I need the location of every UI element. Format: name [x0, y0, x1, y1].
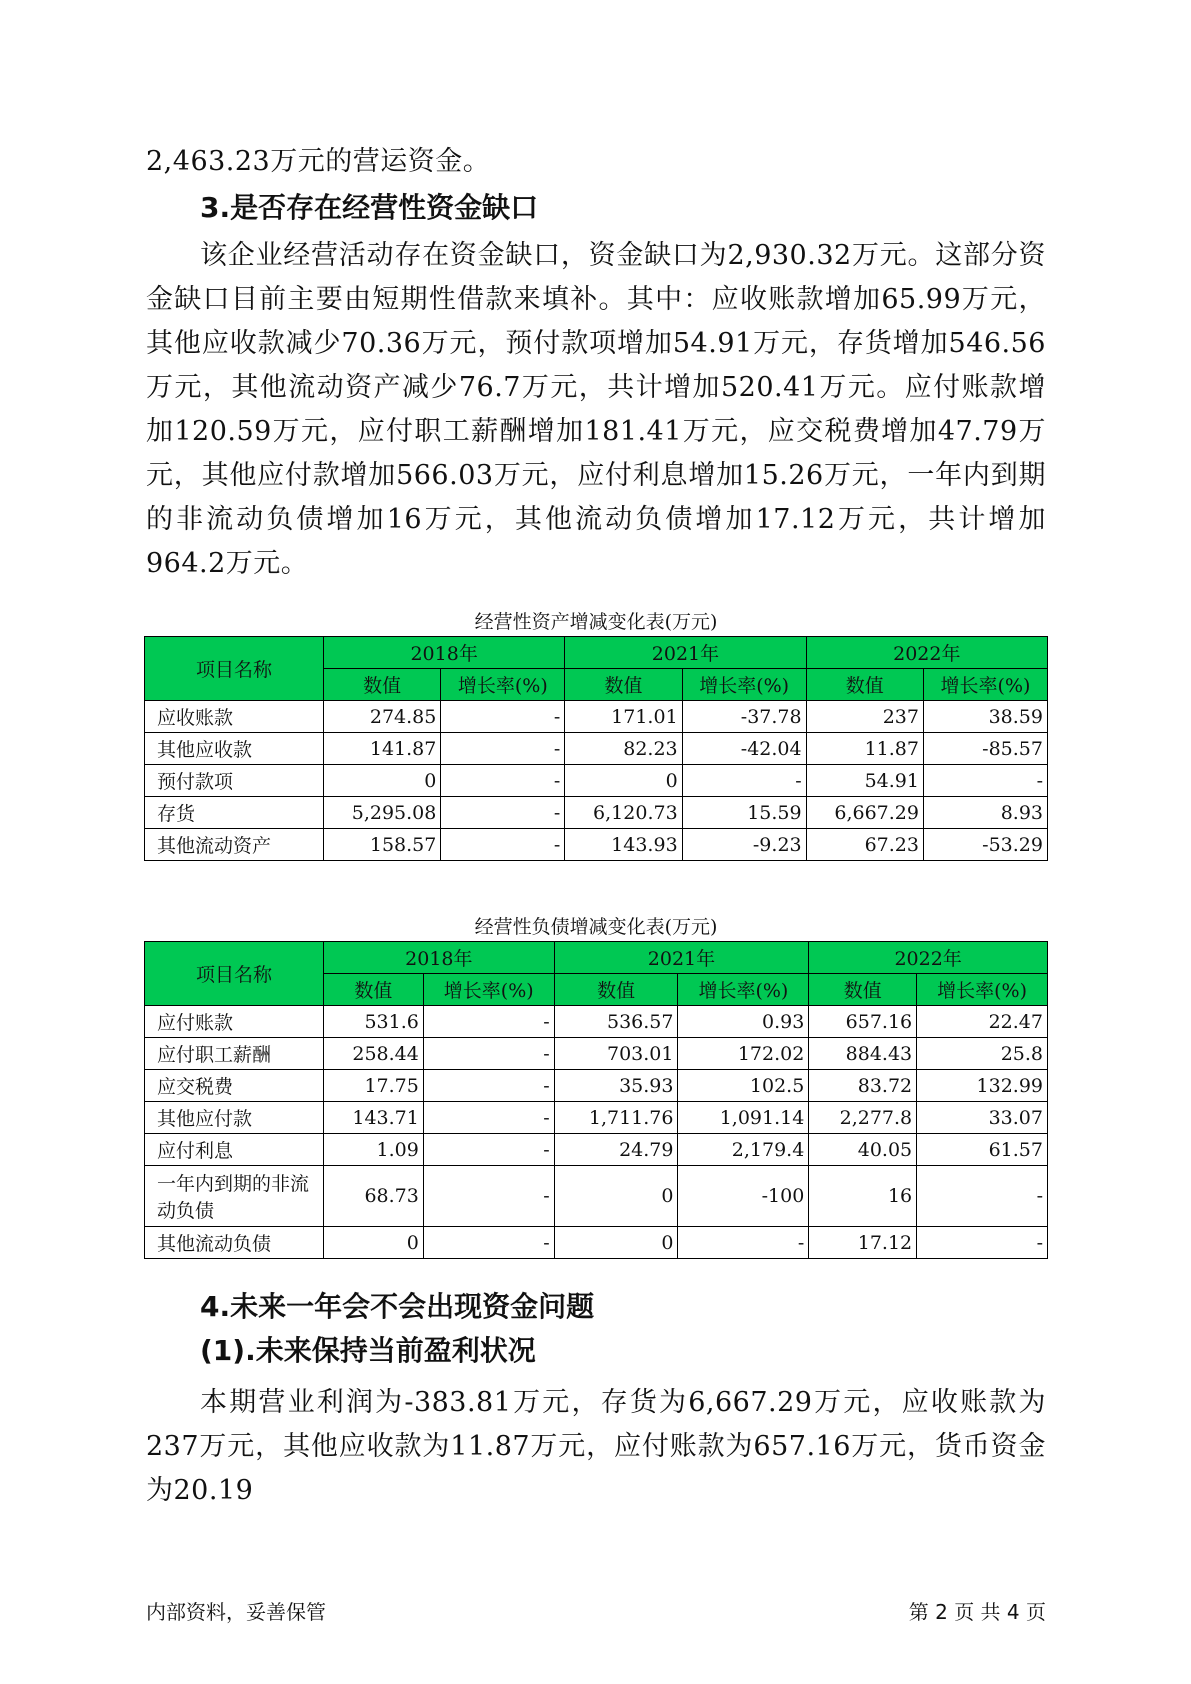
table-row: [145, 1227, 1048, 1259]
value-cell: 0: [565, 765, 682, 797]
row-label-cell: 应收账款: [145, 701, 324, 733]
section-heading-funding-gap: 3.是否存在经营性资金缺口: [200, 191, 539, 224]
value-cell: 25.8: [917, 1038, 1048, 1070]
header-year-2022: 2022年: [806, 637, 1047, 669]
value-cell: -37.78: [682, 701, 806, 733]
document-page: [146, 140, 1046, 1513]
value-cell: 40.05: [809, 1134, 917, 1166]
value-cell: -: [423, 1102, 554, 1134]
value-cell: 237: [806, 701, 923, 733]
value-cell: -: [917, 1166, 1048, 1227]
value-cell: 531.6: [324, 1006, 424, 1038]
value-cell: -53.29: [923, 829, 1047, 861]
value-cell: 158.57: [324, 829, 441, 861]
value-cell: 15.59: [682, 797, 806, 829]
value-cell: -42.04: [682, 733, 806, 765]
value-cell: 143.71: [324, 1102, 424, 1134]
header-growth: 增长率(%): [441, 669, 565, 701]
value-cell: 132.99: [917, 1070, 1048, 1102]
value-cell: 258.44: [324, 1038, 424, 1070]
value-cell: -: [441, 797, 565, 829]
value-cell: -: [441, 829, 565, 861]
value-cell: 35.93: [554, 1070, 678, 1102]
table-row: [145, 1038, 1048, 1070]
value-cell: 5,295.08: [324, 797, 441, 829]
header-value: 数值: [324, 974, 424, 1006]
row-label-cell: 其他应付款: [145, 1102, 324, 1134]
header-value: 数值: [809, 974, 917, 1006]
value-cell: 2,277.8: [809, 1102, 917, 1134]
section-heading-future-funding: 4.未来一年会不会出现资金问题: [200, 1290, 595, 1323]
row-label-cell: 其他应收款: [145, 733, 324, 765]
value-cell: 67.23: [806, 829, 923, 861]
value-cell: -: [678, 1227, 809, 1259]
value-cell: 884.43: [809, 1038, 917, 1070]
value-cell: 0: [554, 1227, 678, 1259]
subsection-heading-current-profit: (1).未来保持当前盈利状况: [200, 1334, 536, 1367]
header-value: 数值: [554, 974, 678, 1006]
value-cell: 17.12: [809, 1227, 917, 1259]
table-title-assets: 经营性资产增减变化表(万元): [474, 611, 718, 633]
table-title-liabilities: 经营性负债增减变化表(万元): [474, 916, 718, 938]
value-cell: 24.79: [554, 1134, 678, 1166]
value-cell: 1.09: [324, 1134, 424, 1166]
value-cell: 1,091.14: [678, 1102, 809, 1134]
value-cell: 143.93: [565, 829, 682, 861]
header-item-name: 项目名称: [145, 942, 324, 1006]
value-cell: -85.57: [923, 733, 1047, 765]
table-row: [145, 1006, 1048, 1038]
value-cell: -: [423, 1134, 554, 1166]
value-cell: 6,667.29: [806, 797, 923, 829]
value-cell: 657.16: [809, 1006, 917, 1038]
value-cell: -: [441, 733, 565, 765]
value-cell: -: [441, 701, 565, 733]
value-cell: -9.23: [682, 829, 806, 861]
row-label-cell: 应付职工薪酬: [145, 1038, 324, 1070]
value-cell: 172.02: [678, 1038, 809, 1070]
value-cell: 82.23: [565, 733, 682, 765]
paragraph-funding-gap: 该企业经营活动存在资金缺口，资金缺口为2,930.32万元。这部分资金缺口目前主要由短期性借款来填补。其中：应收账款增加65.99万元，其他应收款减少70.36万元，预付款项增加54.91万元，存货增加546.56万元，其他流动资产减少76.7万元，共计增加520.41万元。应付账款增加120.59万元，应付职工薪酬增加181.41万元，应交税费增加47.79万元，其他应付款增加566.03万元，应付利息增加15.26万元，一年内到期的非流动负债增加16万元，其他流动负债增加17.12万元，共计增加964.2万元。: [146, 240, 1046, 579]
footer-page-number: 第 2 页 共 4 页: [908, 1600, 1046, 1624]
value-cell: 703.01: [554, 1038, 678, 1070]
header-growth: 增长率(%): [678, 974, 809, 1006]
value-cell: -100: [678, 1166, 809, 1227]
value-cell: 61.57: [917, 1134, 1048, 1166]
value-cell: -: [423, 1227, 554, 1259]
value-cell: 16: [809, 1166, 917, 1227]
header-year-2018: 2018年: [324, 942, 555, 974]
table-row: [145, 1166, 1048, 1227]
value-cell: 11.87: [806, 733, 923, 765]
liabilities-table: [144, 941, 1048, 1259]
value-cell: 33.07: [917, 1102, 1048, 1134]
value-cell: 17.75: [324, 1070, 424, 1102]
value-cell: 0: [324, 765, 441, 797]
row-label-cell: 其他流动资产: [145, 829, 324, 861]
header-growth: 增长率(%): [423, 974, 554, 1006]
value-cell: -: [441, 765, 565, 797]
value-cell: 6,120.73: [565, 797, 682, 829]
value-cell: 83.72: [809, 1070, 917, 1102]
value-cell: -: [423, 1006, 554, 1038]
value-cell: -: [682, 765, 806, 797]
value-cell: -: [423, 1070, 554, 1102]
value-cell: 171.01: [565, 701, 682, 733]
value-cell: -: [923, 765, 1047, 797]
header-year-2021: 2021年: [565, 637, 806, 669]
table-row: [145, 1102, 1048, 1134]
footer-confidential-note: 内部资料，妥善保管: [146, 1600, 326, 1624]
value-cell: 22.47: [917, 1006, 1048, 1038]
paragraph-working-capital: 2,463.23万元的营运资金。: [146, 146, 491, 177]
row-label-cell: 存货: [145, 797, 324, 829]
value-cell: 102.5: [678, 1070, 809, 1102]
header-year-2022: 2022年: [809, 942, 1048, 974]
value-cell: 8.93: [923, 797, 1047, 829]
value-cell: 0: [324, 1227, 424, 1259]
table-row: [145, 1070, 1048, 1102]
value-cell: 274.85: [324, 701, 441, 733]
row-label-cell: 应交税费: [145, 1070, 324, 1102]
row-label-cell: 一年内到期的非流动负债: [145, 1166, 324, 1227]
header-growth: 增长率(%): [682, 669, 806, 701]
row-label-cell: 应付利息: [145, 1134, 324, 1166]
header-growth: 增长率(%): [917, 974, 1048, 1006]
header-value: 数值: [324, 669, 441, 701]
row-label-cell: 预付款项: [145, 765, 324, 797]
table-row: [145, 829, 1048, 861]
header-year-2018: 2018年: [324, 637, 565, 669]
table-row: [145, 1134, 1048, 1166]
row-label-cell: 其他流动负债: [145, 1227, 324, 1259]
header-value: 数值: [806, 669, 923, 701]
header-growth: 增长率(%): [923, 669, 1047, 701]
value-cell: 0: [554, 1166, 678, 1227]
value-cell: 0.93: [678, 1006, 809, 1038]
assets-table: [144, 636, 1048, 861]
value-cell: -: [423, 1166, 554, 1227]
table-row: [145, 701, 1048, 733]
value-cell: 536.57: [554, 1006, 678, 1038]
row-label-cell: 应付账款: [145, 1006, 324, 1038]
value-cell: -: [423, 1038, 554, 1070]
value-cell: 141.87: [324, 733, 441, 765]
header-year-2021: 2021年: [554, 942, 809, 974]
paragraph-operating-profit: 本期营业利润为-383.81万元，存货为6,667.29万元，应收账款为237万元，其他应收款为11.87万元，应付账款为657.16万元，货币资金为20.19: [146, 1387, 1046, 1506]
table-row: [145, 797, 1048, 829]
header-item-name: 项目名称: [145, 637, 324, 701]
value-cell: 2,179.4: [678, 1134, 809, 1166]
table-row: [145, 733, 1048, 765]
value-cell: 38.59: [923, 701, 1047, 733]
value-cell: -: [917, 1227, 1048, 1259]
value-cell: 54.91: [806, 765, 923, 797]
header-value: 数值: [565, 669, 682, 701]
value-cell: 1,711.76: [554, 1102, 678, 1134]
table-row: [145, 765, 1048, 797]
value-cell: 68.73: [324, 1166, 424, 1227]
